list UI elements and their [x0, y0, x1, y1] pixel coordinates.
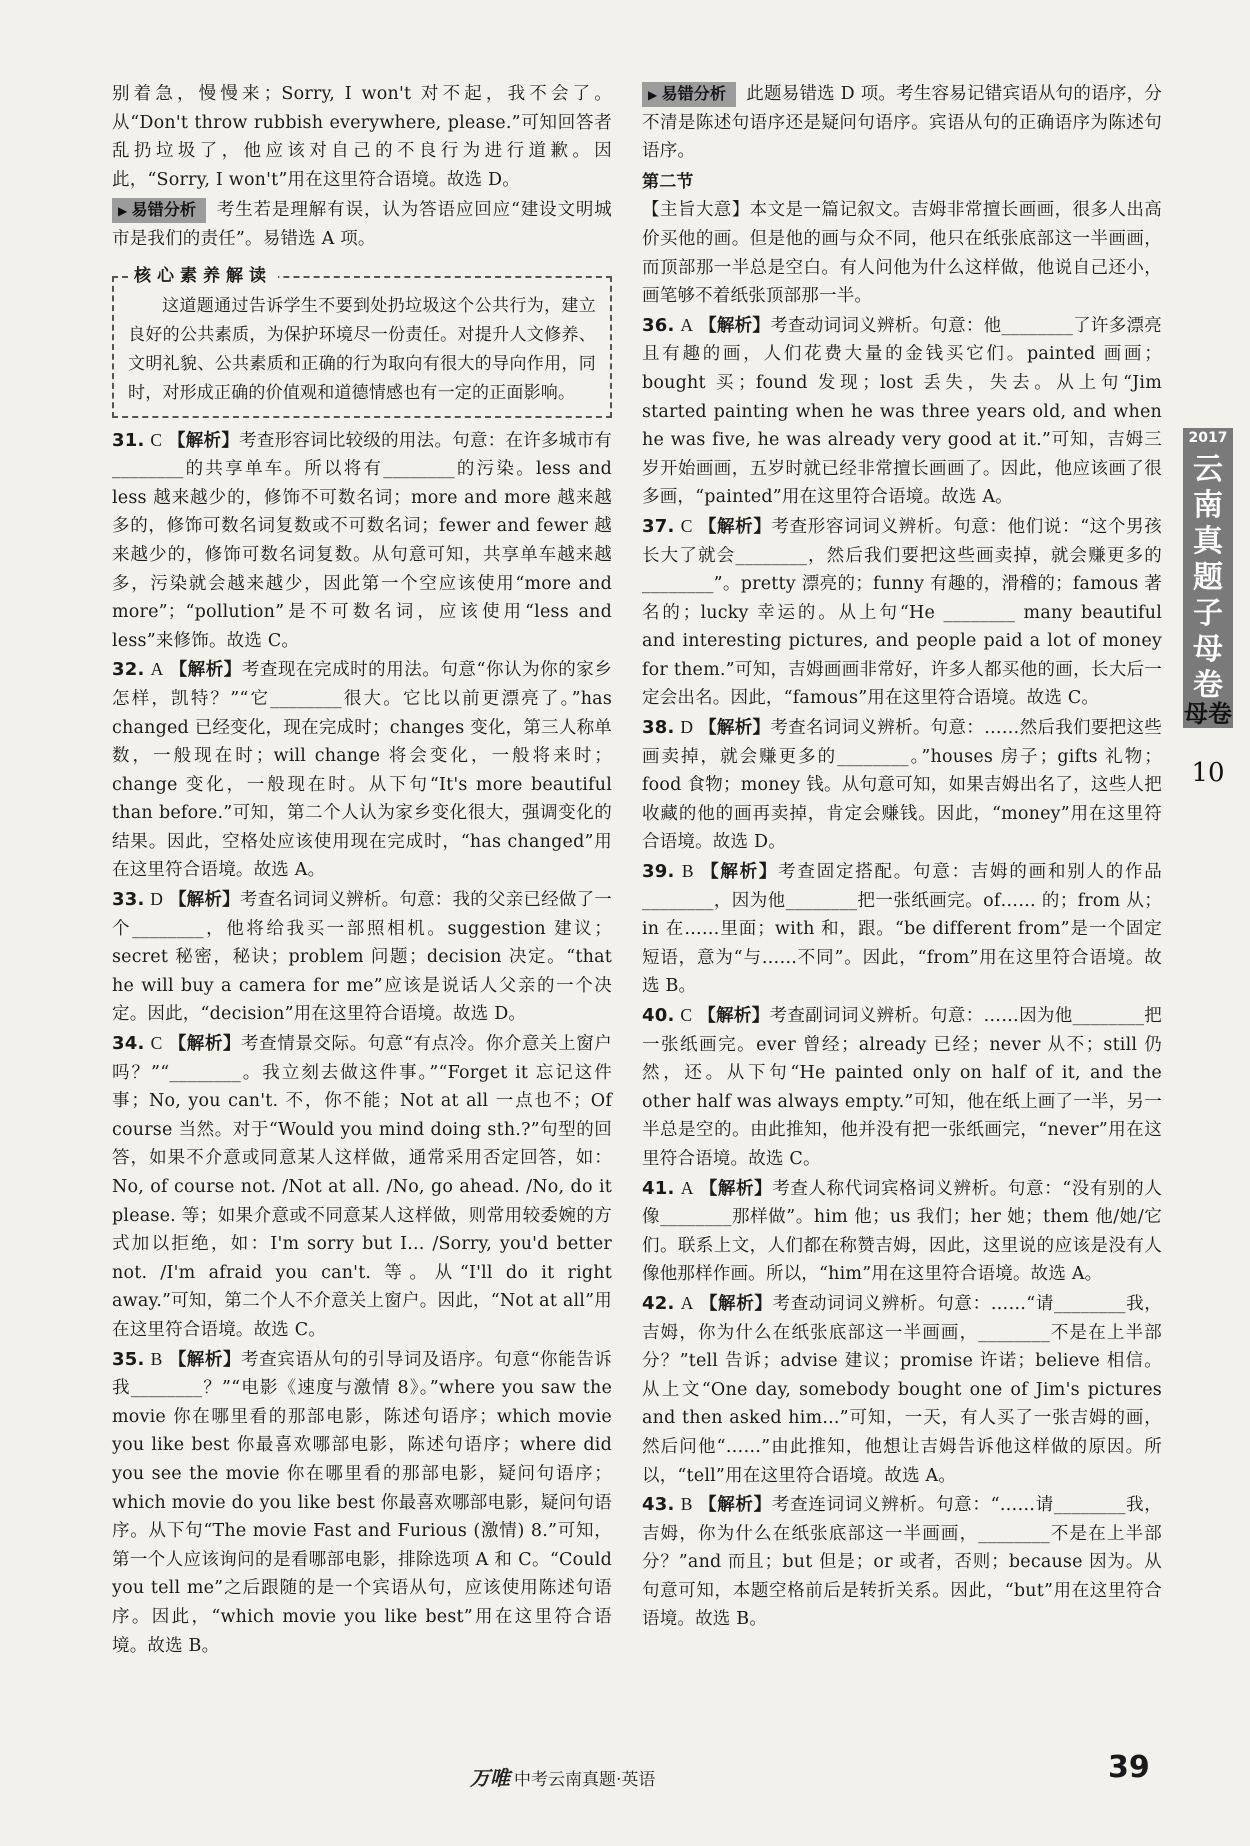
- question-number: 37.: [642, 515, 675, 537]
- question-number: 40.: [642, 1005, 675, 1026]
- answer-item: [642, 512, 1162, 713]
- analysis-text: 考查形容词比较级的用法。句意：在许多城市有________的共享单车。所以将有________的污染。less and less 越来越少的，修饰不可数名词；more and more 越来越多的，修饰可数名词复数或不可数名词；fewer and fewer 越来越少的，修饰可数名词复数。从句意可知，共享单车越来越多，污染就会越来越少，因此第一个空应该使用“more and more”；“pollution”是不可数名词，应该使用“less and less”来修饰。故选 C。: [112, 430, 612, 651]
- section-heading: 第二节: [642, 171, 694, 192]
- answer-item: [112, 885, 612, 1029]
- error-analysis-text: 此题易错选 D 项。考生容易记错宾语从句的语序，分不清是陈述句语序还是疑问句语序。宾语从句的正确语序为陈述句语序。: [642, 84, 1162, 162]
- analysis-tag: 【解析】: [699, 315, 771, 336]
- analysis-text: 考查动词词义辨析。句意：……“请________我，吉姆，你为什么在纸张底部这一半画画，________不是在上半部分？”tell 告诉；advise 建议；promise 许诺；believe 相信。从上文“One day, somebody bought one of Jim's pictures and then asked him...”可知，一天，有人买了一张吉姆的画，然后问他“……”由此推知，他想让吉姆告诉他这样做的原因。所以，“tell”用在这里符合语境。故选 A。: [642, 1293, 1162, 1486]
- question-number: 38.: [642, 717, 675, 739]
- analysis-tag: 【解析】: [699, 1293, 773, 1314]
- side-tab-year: 2017: [1188, 430, 1228, 446]
- question-number: 39.: [642, 861, 675, 883]
- analysis-tag: 【解析】: [701, 862, 779, 883]
- question-number: 36.: [642, 314, 675, 336]
- analysis-tag: 【解析】: [698, 1006, 770, 1026]
- side-tab-subtitle: 母卷: [1184, 700, 1232, 728]
- analysis-tag: 【解析】: [168, 430, 240, 451]
- right-column: [642, 80, 1162, 1634]
- answer-letter: C: [680, 515, 693, 536]
- answer-item: [642, 311, 1162, 512]
- analysis-tag: 【解析】: [168, 890, 240, 911]
- analysis-text: 考查名词词义辨析。句意：……然后我们要把这些画卖掉，就会赚更多的________。”houses 房子；gifts 礼物；food 食物；money 钱。从句意可知，如果吉姆出名了，这些人把收藏的他的画再卖掉，肯定会赚钱。因此，“money”用在这里符合语境。故选 D。: [642, 718, 1162, 853]
- answer-letter: A: [150, 659, 164, 680]
- analysis-tag: 【解析】: [699, 1178, 773, 1199]
- triangle-icon: ▶: [648, 88, 658, 102]
- left-answer-list: [112, 426, 612, 1661]
- error-analysis-tag: ▶ 易错分析: [642, 82, 736, 107]
- question-number: 35.: [112, 1348, 145, 1370]
- answer-letter: D: [680, 717, 694, 738]
- error-analysis-tag: ▶ 易错分析: [112, 198, 206, 223]
- analysis-text: 考查动词词义辨析。句意：他________了许多漂亮且有趣的画，人们花费大量的金钱买它们。painted 画画；bought 买；found 发现；lost 丢失，失去。从上句“Jim started painting when he was three years old, and when he was five, he was already very good at it.”可知，吉姆三岁开始画画，五岁时就已经非常擅长画画了。因此，他应该画了很多画，“painted”用在这里符合语境。故选 A。: [642, 315, 1162, 508]
- answer-item: [112, 655, 612, 885]
- answer-item: [642, 1174, 1162, 1289]
- footer: [470, 1762, 655, 1791]
- answer-letter: A: [680, 1292, 694, 1313]
- analysis-text: 考查固定搭配。句意：吉姆的画和别人的作品________，因为他________把一张纸画完。of…… 的；from 从；in 在……里面；with 和，跟。“be different from”是一个固定短语，意为“与……不同”。因此，“from”用在这里符合语境。故选 B。: [642, 862, 1163, 997]
- analysis-tag: 【解析】: [168, 1034, 242, 1055]
- answer-item: [642, 1490, 1162, 1634]
- answer-letter: B: [680, 1494, 693, 1515]
- main-idea: 【主旨大意】本文是一篇记叙文。吉姆非常擅长画画，很多人出高价买他的画。但是他的画与众不同，他只在纸张底部这一半画画，而顶部那一半总是空白。有人问他为什么这样做，他说自己还小，画笔够不着纸张顶部那一半。: [642, 200, 1162, 307]
- question-number: 41.: [642, 1177, 675, 1199]
- answer-item: [642, 1001, 1162, 1174]
- side-tab-number: 10: [1191, 758, 1225, 788]
- analysis-tag: 【解析】: [169, 660, 242, 681]
- analysis-text: 考查人称代词宾格词义辨析。句意：“没有别的人像________那样做”。him 他；us 我们；her 她；them 他/她/它们。联系上文，人们都在称赞吉姆，因此，这里说的应该是没有人像他那样作画。所以，“him”用在这里符合语境。故选 A。: [642, 1178, 1162, 1285]
- analysis-text: 考查连词词义辨析。句意：“……请________我，吉姆，你为什么在纸张底部这一半画画，________不是在上半部分？”and 而且；but 但是；or 或者，否则；because 因为。从句意可知，本题空格前后是转折关系。因此，“but”用在这里符合语境。故选 B。: [642, 1495, 1162, 1630]
- answer-letter: C: [680, 1005, 693, 1025]
- intro-paragraph: 别着急，慢慢来；Sorry, I won't 对不起，我不会了。从“Don't throw rubbish everywhere, please.”可知回答者乱扔垃圾了，他应该对自己的不良行为进行道歉。因此，“Sorry, I won't”用在这里符合语境。故选 D。: [112, 84, 612, 190]
- question-number: 34.: [112, 1033, 145, 1055]
- error-analysis-right: [642, 80, 1162, 166]
- answer-letter: A: [680, 314, 694, 335]
- answer-letter: A: [680, 1177, 694, 1198]
- analysis-text: 考查名词词义辨析。句意：我的父亲已经做了一个________，他将给我买一部照相机。suggestion 建议；secret 秘密，秘诀；problem 问题；decision 决定。“that he will buy a camera for me”应该是说话人父亲的一个决定。因此，“decision”用在这里符合语境。故选 D。: [112, 890, 613, 1025]
- side-tab-title: 云南真题子母卷: [1193, 452, 1223, 703]
- analysis-text: 考查宾语从句的引导词及语序。句意“你能告诉我________？”“电影《速度与激情 8》。”where you saw the movie 你在哪里看的那部电影，陈述句语序；which movie you like best 你最喜欢哪部电影，陈述句语序；where did you see the movie 你在哪里看的那部电影，疑问句语序；which movie do you like best 你最喜欢哪部电影，疑问句语序。从下句“The movie Fast and Furious (激情) 8.”可知，第一个人应该询问的是看哪部电影，排除选项 A 和 C。“Could you tell me”之后跟随的是一个宾语从句，应该使用陈述句语序。因此，“which movie you like best”用在这里符合语境。故选 B。: [112, 1349, 612, 1656]
- analysis-text: 考查形容词词义辨析。句意：他们说：“这个男孩长大了就会________，然后我们要把这些画卖掉，就会赚更多的________”。pretty 漂亮的；funny 有趣的，滑稽的；famous 著名的；lucky 幸运的。从上句“He ________ many beautiful and interesting pictures, and people paid a lot of money for them.”可知，吉姆画画非常好，许多人都买他的画，长大后一定会出名。因此，“famous”用在这里符合语境。故选 C。: [642, 516, 1162, 709]
- right-answer-list: [642, 311, 1162, 1634]
- triangle-icon: ▶: [118, 204, 128, 219]
- analysis-tag: 【解析】: [699, 718, 771, 739]
- answer-letter: B: [150, 1348, 163, 1369]
- error-analysis-text: 考生若是理解有误，认为答语应回应“建设文明城市是我们的责任”。易错选 A 项。: [112, 200, 612, 249]
- analysis-text: 考查副词词义辨析。句意：……因为他________把一张纸画完。ever 曾经；already 已经；never 从不；still 仍然，还。从下句“He painted only on half of it, and the other half was always empty.”可知，他在纸上画了一半，另一半总是空的。由此推知，他并没有把一张纸画完，“never”用在这里符合语境。故选 C。: [642, 1006, 1163, 1169]
- footer-text: 中考云南真题·英语: [514, 1770, 656, 1790]
- core-literacy-title: 核心素养解读: [128, 262, 278, 291]
- question-number: 42.: [642, 1292, 675, 1314]
- left-column: [112, 80, 612, 1660]
- error-analysis: [112, 196, 612, 253]
- answer-letter: C: [150, 429, 163, 450]
- answer-item: [642, 713, 1162, 857]
- answer-item: [112, 1029, 612, 1345]
- answer-item: [112, 1345, 612, 1661]
- core-literacy-box: [112, 265, 612, 418]
- question-number: 31.: [112, 429, 145, 451]
- question-number: 43.: [642, 1494, 675, 1516]
- brand-logo: 万唯: [470, 1766, 510, 1790]
- question-number: 32.: [112, 659, 145, 681]
- answer-item: [642, 1289, 1162, 1490]
- answer-item: [642, 857, 1162, 1001]
- answer-item: [112, 426, 612, 656]
- analysis-text: 考查情景交际。句意“有点冷。你介意关上窗户吗？”“________。我立刻去做这件事。”“Forget it 忘记这件事；No, you can't. 不，你不能；Not at all 一点也不；Of course 当然。对于“Would you mind doing sth.?”句型的回答，如果不介意或同意某人这样做，通常采用否定回答，如：No, of course not. /Not at all. /No, go ahead. /No, do it please. 等；如果介意或不同意某人这样做，则常用较委婉的方式加以拒绝，如：I'm sorry but I... /Sorry, you'd better not. /I'm afraid you can't. 等。从“I'll do it right away.”可知，第二个人不介意关上窗户。因此，“Not at all”用在这里符合语境。故选 C。: [112, 1034, 612, 1340]
- page-number: 39: [1108, 1750, 1150, 1785]
- answer-letter: C: [150, 1033, 163, 1054]
- core-literacy-text: 这道题通过告诉学生不要到处扔垃圾这个公共行为，建立良好的公共素质，为保护环境尽一份责任。对提升人文修养、文明礼貌、公共素质和正确的行为取向有很大的导向作用，同时，对形成正确的价值观和道德情感也有一定的正面影响。: [128, 295, 596, 403]
- analysis-tag: 【解析】: [698, 1495, 772, 1516]
- analysis-tag: 【解析】: [168, 1349, 242, 1370]
- answer-letter: D: [150, 889, 164, 910]
- question-number: 33.: [112, 889, 145, 911]
- answer-letter: B: [681, 861, 694, 882]
- analysis-text: 考查现在完成时的用法。句意“你认为你的家乡怎样，凯特？”“它________很大。它比以前更漂亮了。”has changed 已经变化，现在完成时；changes 变化，第三人称单数，一般现在时；will change 将会变化，一般将来时；change 变化，一般现在时。从下句“It's more beautiful than before.”可知，第二个人认为家乡变化很大，强调变化的结果。因此，空格处应该使用现在完成时，“has changed”用在这里符合语境。故选 A。: [112, 660, 613, 881]
- analysis-tag: 【解析】: [698, 516, 772, 537]
